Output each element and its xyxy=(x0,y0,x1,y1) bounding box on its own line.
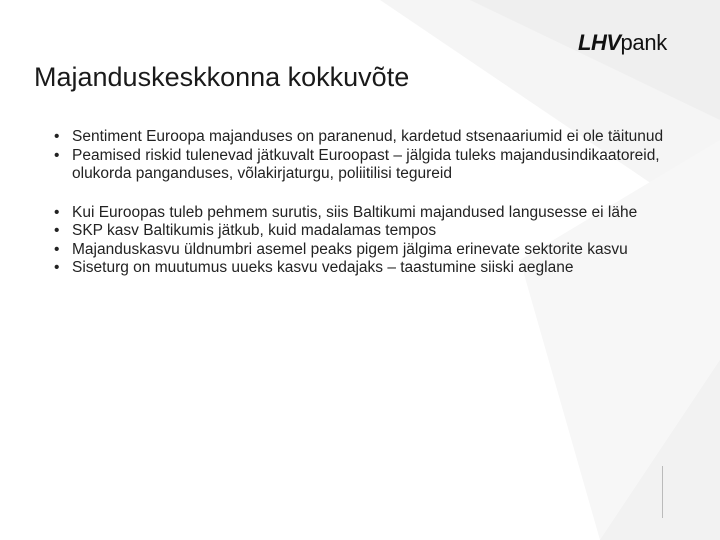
decorative-vertical-line xyxy=(662,466,663,518)
bullet-item xyxy=(50,241,690,260)
bullet-text: Siseturg on muutumus uueks kasvu vedajaks – taastumine siiski aeglane xyxy=(72,259,574,276)
bullet-dot: • xyxy=(54,203,60,221)
bullet-content xyxy=(50,128,690,278)
bullet-text: Majanduskasvu üldnumbri asemel peaks pigem jälgima erinevate sektorite kasvu xyxy=(72,240,628,258)
bullet-text: SKP kasv Baltikumis jätkub, kuid madalamas tempos xyxy=(72,222,437,239)
bullet-dot: • xyxy=(54,128,60,145)
bullet-text: Peamised riskid tulenevad jätkuvalt Euroopast – jälgida tuleks majandusindikaatoreid, olukorda panganduses, võlakirjaturgu, poliitilisi tegureid xyxy=(72,146,660,182)
bullet-item xyxy=(50,259,690,278)
bullet-item xyxy=(50,128,690,147)
slide-title: Majanduskeskkonna kokkuvõte xyxy=(34,62,410,92)
bullet-text: Kui Euroopas tuleb pehmem surutis, siis Baltikumi majandused langusesse ei lähe xyxy=(72,203,638,221)
bullet-group-1 xyxy=(50,128,690,184)
logo-pank-text: pank xyxy=(620,30,668,55)
bullet-dot: • xyxy=(54,259,60,276)
bullet-dot: • xyxy=(54,240,60,258)
bullet-dot: • xyxy=(54,146,60,164)
bullet-group-2 xyxy=(50,204,690,278)
lhv-pank-logo xyxy=(578,30,667,56)
bullet-dot: • xyxy=(54,222,60,239)
bullet-item xyxy=(50,147,690,184)
logo-lhv-text: LHV xyxy=(578,30,621,55)
bullet-text: Sentiment Euroopa majanduses on paranenud, kardetud stsenaariumid ei ole täitunud xyxy=(72,128,664,145)
bullet-item xyxy=(50,222,690,241)
bullet-item xyxy=(50,204,690,223)
